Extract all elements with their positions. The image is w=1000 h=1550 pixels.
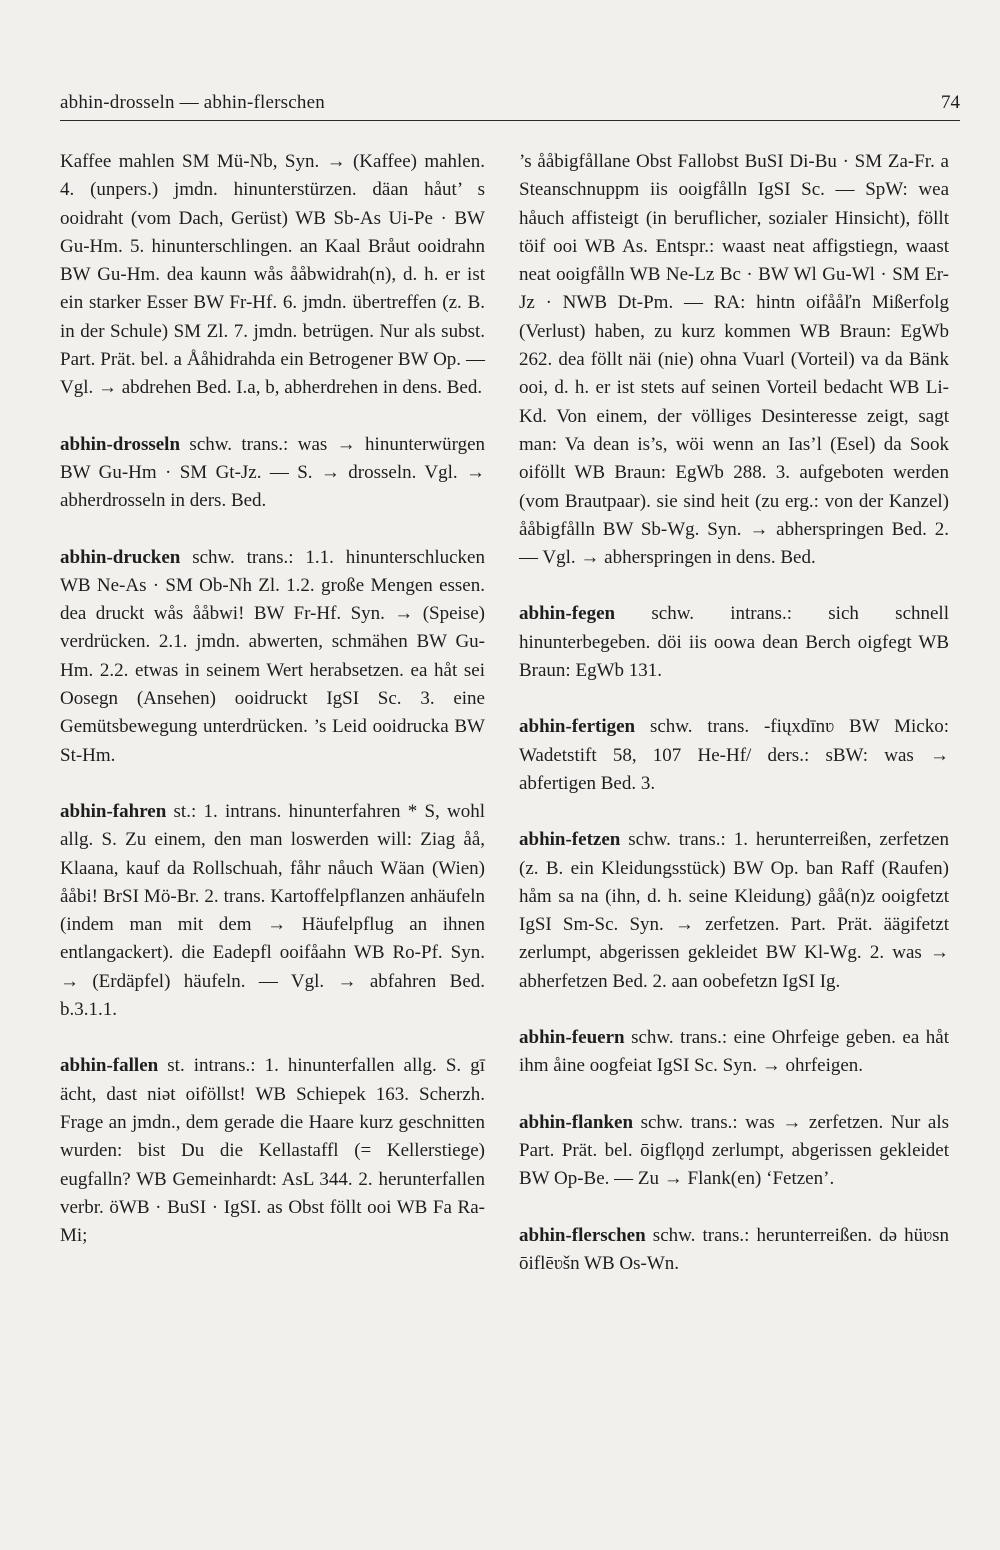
entry-text: st. intrans.: 1. hinunterfallen allg. S. gī ächt, dast niət oiföllst! WB Schiepek 163. Scherzh. Frage an jmdn., dem gerade die Haare kurz geschnitten wurden: bist Du die Kellastaffl (= Kellerstiege) eugfalln? WB Gemeinhardt: AsL 344. 2. herunterfallen verbr. öWB · BuSI · IgSI. as Obst föllt ooi WB Fa Ra-Mi; (60, 1055, 486, 1247)
entry-text: schw. trans.: eine Ohrfeige geben. ea håt ihm åine oogfeiat IgSI Sc. Syn. → ohrfeigen. (519, 1027, 950, 1077)
running-header (60, 90, 960, 121)
dictionary-entry (519, 1109, 949, 1194)
entry-text: schw. trans.: 1.1. hinunterschlucken WB Ne-As · SM Ob-Nh Zl. 1.2. große Mengen essen. dea druckt wås ååbwi! BW Fr-Hf. Syn. → (Speise) verdrücken. 2.1. jmdn. abwerten, schmähen BW Gu-Hm. 2.2. etwas in seinem Wert herabsetzen. ea håt sei Oosegn (Ansehen) ooidruckt IgSI Sc. 3. eine Gemütsbewegung unterdrücken. ’s Leid ooidrucka BW St-Hm. (60, 546, 485, 766)
entry-lemma: abhin-flanken (519, 1111, 634, 1133)
dictionary-entry (519, 1222, 949, 1279)
entry-lemma: abhin-fetzen (519, 829, 621, 851)
header-title: abhin-drosseln — abhin-flerschen (60, 92, 325, 113)
dictionary-entry (60, 431, 485, 516)
entry-lemma: abhin-feuern (519, 1027, 625, 1049)
entry-lemma: abhin-drucken (60, 546, 181, 568)
entry-text: schw. trans.: 1. herunterreißen, zerfetzen (z. B. ein Kleidungsstück) BW Op. ban Raff (Raufen) håm sa na (ihn, d. h. seine Kleidung) gåå(n)z ooigfetzt IgSI Sm-Sc. Syn. → zerfetzen. Part. Prät. äägifetzt zerlumpt, abgerissen gekleidet BW Kl-Wg. 2. was → abherfetzen Bed. 2. aan oobefetzn IgSI Ig. (519, 829, 949, 992)
entry-lemma: abhin-flerschen (519, 1224, 646, 1246)
entry-lemma: abhin-fertigen (519, 716, 636, 738)
entry-text: ’s ååbigfållane Obst Fallobst BuSI Di-Bu · SM Za-Fr. a Steanschnuppm iis ooigfålln IgSI Sc. — SpW: wea håuch affisteigt (in beruflicher, sozialer Hinsicht), föllt töif ooi WB As. Entspr.: waast neat affigstiegn, waast neat ooigfålln WB Ne-Lz Bc · BW Wl Gu-Wl · SM Er-Jz · NWB Dt-Pm. — RA: hintn oifååľn Mißerfolg (Verlust) haben, zu kurz kommen WB Braun: EgWb 262. dea föllt näi (nie) ohna Vuarl (Vorteil) va da Bänk ooi, d. h. er ist stets auf seinen Vorteil bedacht WB Li-Kd. Von einem, der völliges Desinteresse zeigt, sagt man: Va dean is’s, wöi wenn an Ias’l (Esel) da Sook oiföllt WB Braun: EgWb 288. 3. aufgeboten werden (vom Brautpaar). sie sind heit (zu erg.: von der Kanzel) ååbigfålln BW Sb-Wg. Syn. → abherspringen Bed. 2. — Vgl. → abherspringen in dens. Bed. (519, 151, 949, 569)
dictionary-entry (519, 713, 949, 798)
dictionary-entry (519, 826, 949, 996)
right-column (519, 148, 949, 1306)
entry-text: schw. trans.: was → hinunterwürgen BW Gu-Hm · SM Gt-Jz. — S. → drosseln. Vgl. → abherdrosseln in ders. Bed. (60, 433, 486, 512)
entry-lemma: abhin-drosseln (60, 433, 181, 455)
entry-lemma: abhin-fegen (519, 603, 616, 625)
entry-text: st.: 1. intrans. hinunterfahren * S, wohl allg. S. Zu einem, den man loswerden will: Ziag åå, Klaana, kauf da Rollschuah, fåhr nåuch Wäan (Wien) ååbi! BrSI Mö-Br. 2. trans. Kartoffelpflanzen anhäufeln (indem man mit dem → Häufelpflug an ihnen entlangackert). die Eadepfl ooifåahn WB Ro-Pf. Syn. → (Erdäpfel) häufeln. — Vgl. → abfahren Bed. b.3.1.1. (60, 800, 485, 1021)
entry-text: schw. trans.: was → zerfetzen. Nur als Part. Prät. bel. ōigflǫŋd zerlumpt, abgerissen gekleidet BW Op-Be. — Zu → Flank(en) ‘Fetzen’. (519, 1111, 950, 1190)
entry-text: Kaffee mahlen SM Mü-Nb, Syn. → (Kaffee) mahlen. 4. (unpers.) jmdn. hinunterstürzen. däan håut’ s ooidraht (vom Dach, Gerüst) WB Sb-As Ui-Pe · BW Gu-Hm. 5. hinunterschlingen. an Kaal Bråut ooidrahn BW Gu-Hm. dea kaunn wås ååbwidrah(n), d. h. er ist ein starker Esser BW Fr-Hf. 6. jmdn. übertreffen (z. B. in der Schule) SM Zl. 7. jmdn. betrügen. Nur als subst. Part. Prät. bel. a Ååhidrahda ein Betrogener BW Op. — Vgl. → abdrehen Bed. I.a, b, abherdrehen in dens. Bed. (60, 151, 485, 399)
entry-lemma: abhin-fahren (60, 800, 167, 822)
entry-text: schw. trans. -fiųxdīnʋ BW Micko: Wadetstift 58, 107 He-Hf/ ders.: sBW: was → abfertigen Bed. 3. (519, 716, 949, 794)
dictionary-entry (519, 600, 949, 685)
dictionary-entry (519, 148, 949, 572)
dictionary-entry (60, 148, 485, 403)
entry-lemma: abhin-fallen (60, 1055, 159, 1077)
dictionary-entry (519, 1024, 949, 1081)
entry-text: schw. intrans.: sich schnell hinunterbegeben. döi iis oowa dean Berch oigfegt WB Braun: EgWb 131. (519, 603, 949, 682)
dictionary-entry (60, 1052, 485, 1250)
dictionary-entry (60, 798, 485, 1024)
left-column (60, 148, 485, 1278)
entry-text: schw. trans.: herunterreißen. də hüʋsn ōiflēʋšn WB Os-Wn. (519, 1224, 949, 1274)
dictionary-entry (60, 544, 485, 770)
page-number: 74 (941, 92, 960, 113)
